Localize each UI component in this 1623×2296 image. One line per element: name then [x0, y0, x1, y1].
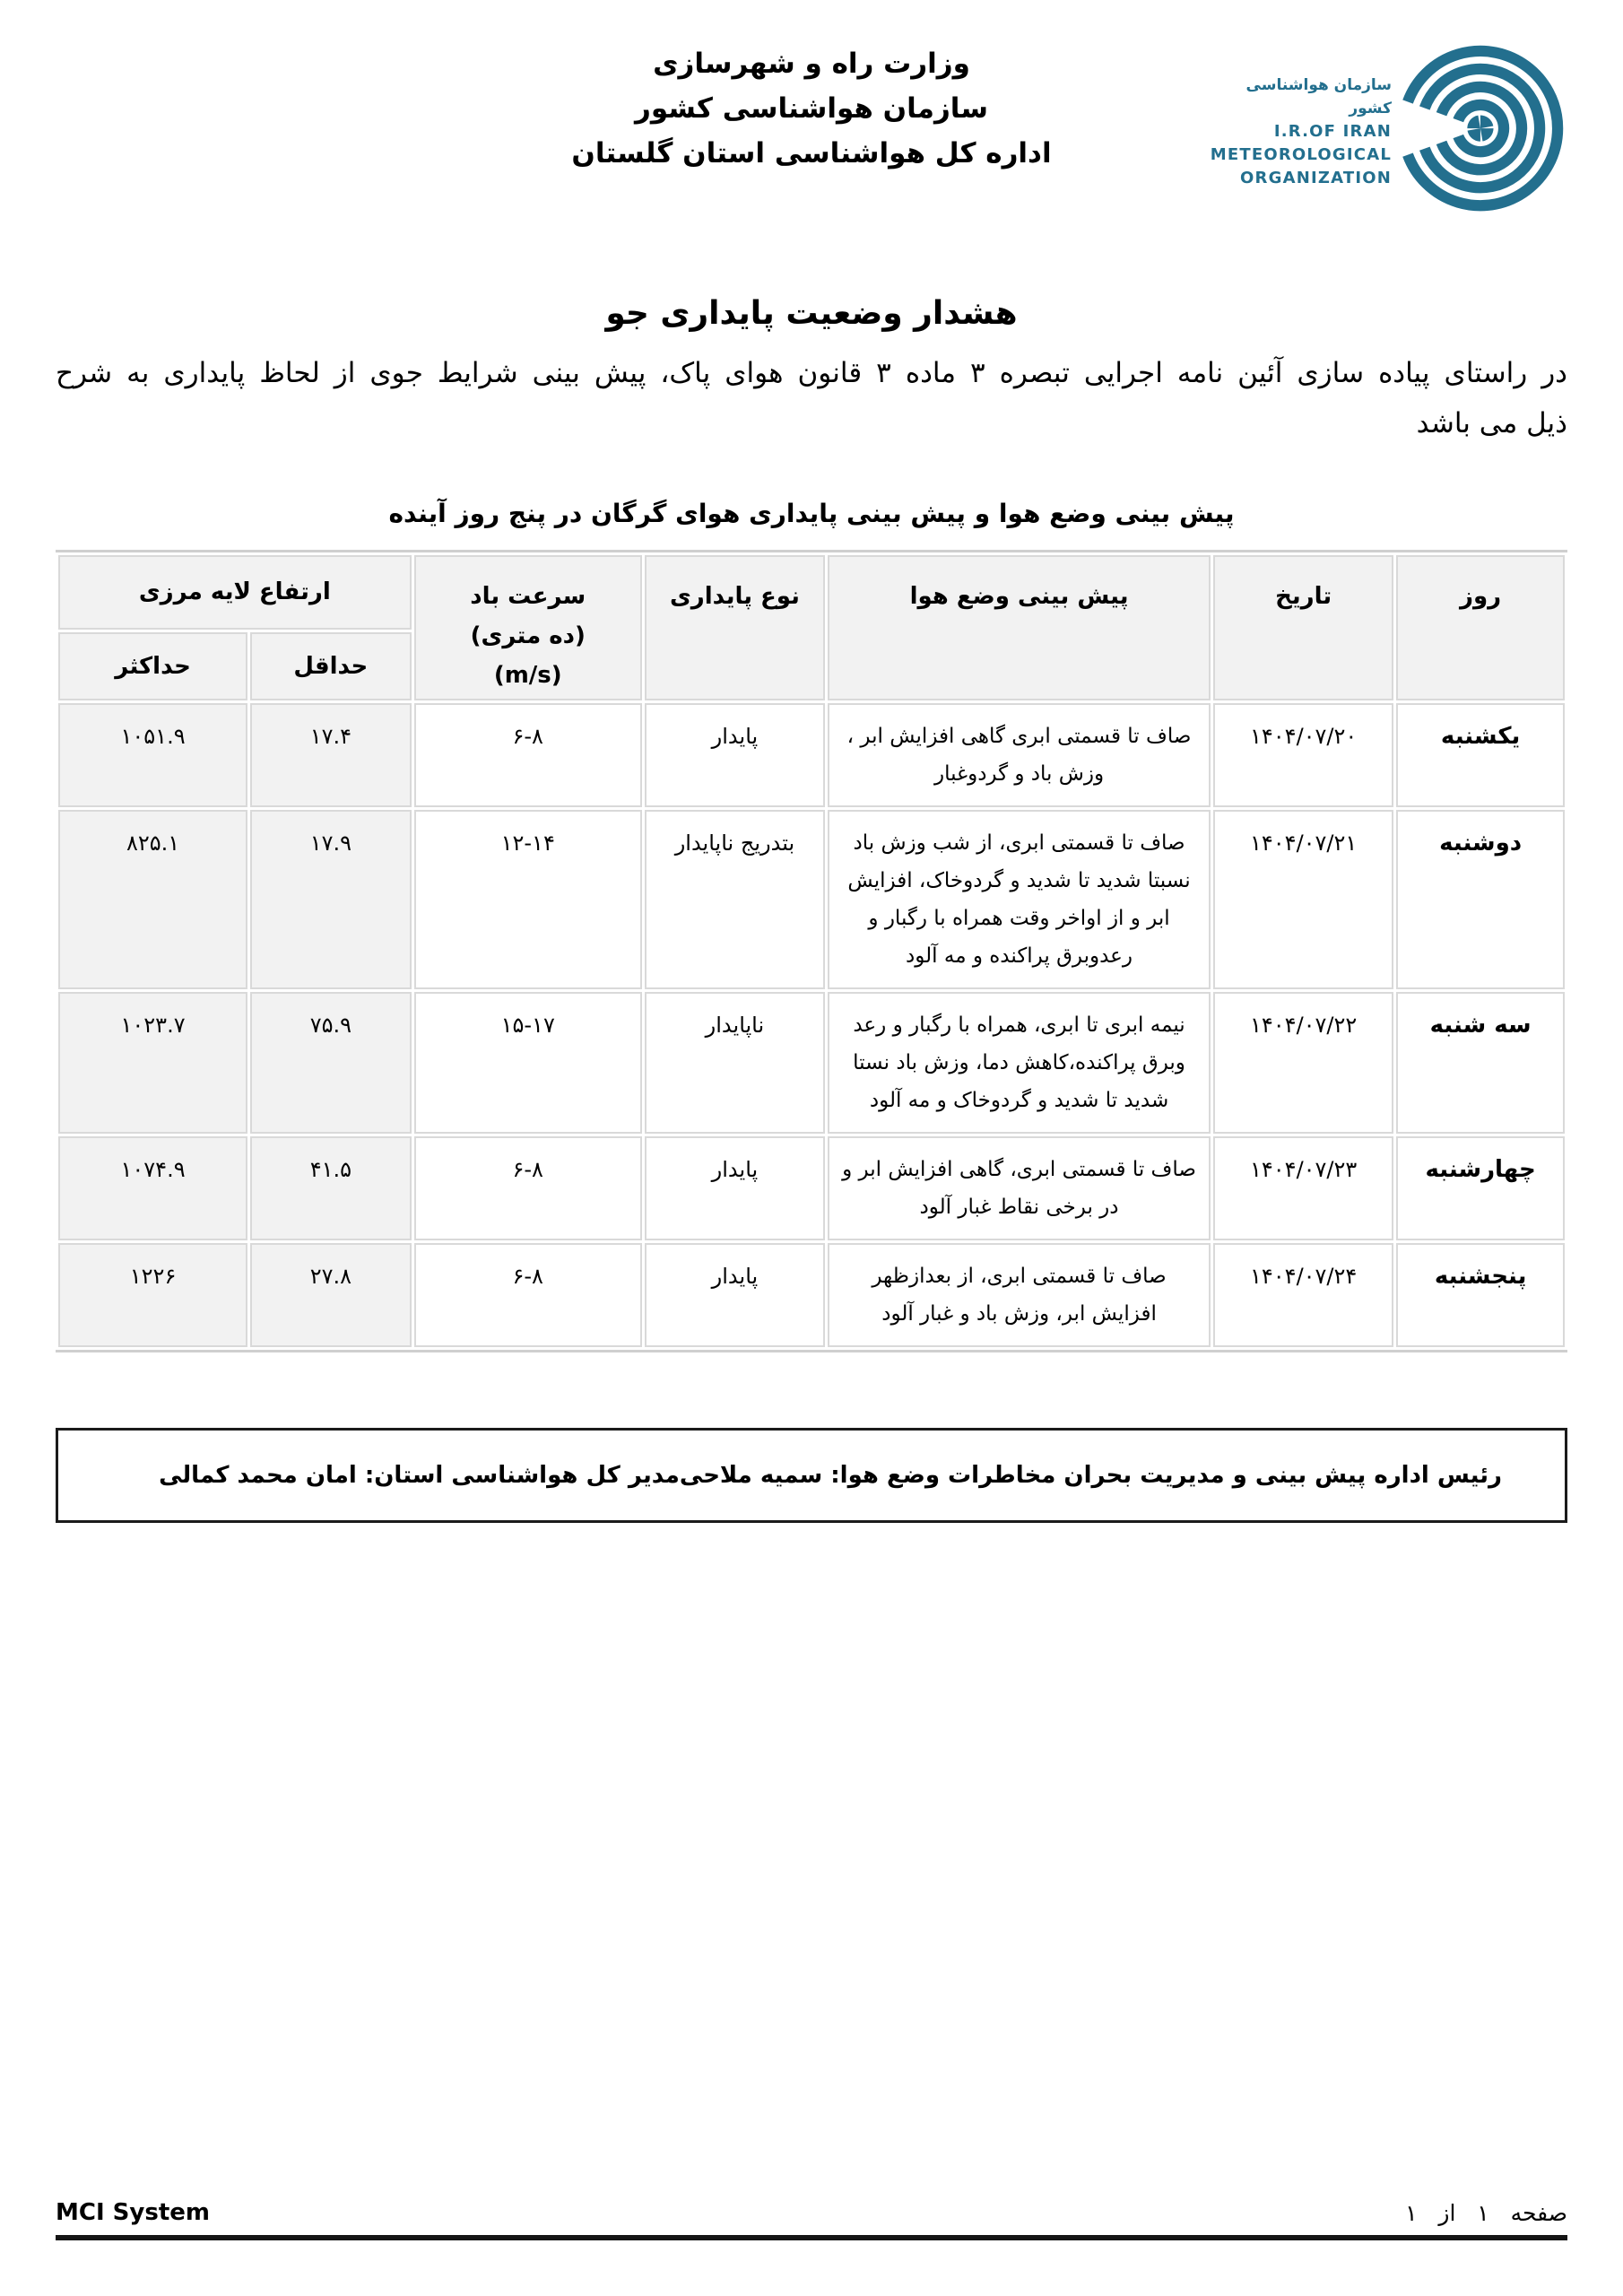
- cell-day: یکشنبه: [1396, 703, 1565, 807]
- cell-stability: پایدار: [645, 1243, 825, 1347]
- cell-wind: ۱۵-۱۷: [414, 992, 642, 1134]
- cell-min: ۲۷.۸: [250, 1243, 411, 1347]
- logo-text-block: [1199, 74, 1392, 190]
- table-row: [58, 1136, 1565, 1240]
- cell-day: چهارشنبه: [1396, 1136, 1565, 1240]
- cell-stability: بتدریج ناپایدار: [645, 810, 825, 989]
- cell-day: پنجشنبه: [1396, 1243, 1565, 1347]
- page-number: صفحه ۱ از ۱: [1405, 2200, 1567, 2226]
- system-name: MCI System: [56, 2199, 210, 2226]
- organization-logo: [1199, 36, 1573, 219]
- cell-date: ۱۴۰۴/۰۷/۲۲: [1213, 992, 1393, 1134]
- cell-day: سه شنبه: [1396, 992, 1565, 1134]
- intro-line-2: ذیل می باشد: [1416, 407, 1567, 439]
- meteorology-spiral-icon: [1393, 36, 1573, 219]
- logo-persian-name: سازمان هواشناسی کشور: [1245, 76, 1392, 117]
- cell-date: ۱۴۰۴/۰۷/۲۳: [1213, 1136, 1393, 1240]
- logo-latin-line-3: ORGANIZATION: [1240, 169, 1392, 187]
- cell-wind: ۶-۸: [414, 1136, 642, 1240]
- province-office-name: اداره کل هواشناسی استان گلستان: [571, 137, 1052, 170]
- logo-latin-line-2: METEOROLOGICAL: [1210, 145, 1392, 164]
- cell-forecast: صاف تا قسمتی ابری، از بعدازظهر افزایش ابر، وزش باد و غبار آلود: [828, 1243, 1211, 1347]
- page-footer: [56, 2199, 1567, 2240]
- logo-latin-line-1: I.R.OF IRAN: [1273, 122, 1392, 141]
- ministry-name: وزارت راه و شهرسازی: [653, 48, 970, 80]
- forecast-table: [56, 550, 1567, 1352]
- header-max: حداکثر: [58, 632, 247, 700]
- organization-name: سازمان هواشناسی کشور: [635, 92, 988, 125]
- intro-paragraph: [56, 348, 1567, 448]
- forecast-head-signature: رئیس اداره پیش بینی و مدیریت بحران مخاطرات وضع هوا: سمیه ملاحی: [679, 1462, 1502, 1489]
- cell-date: ۱۴۰۴/۰۷/۲۰: [1213, 703, 1393, 807]
- header-boundary-layer: ارتفاع لایه مرزی: [58, 555, 412, 630]
- table-row: [58, 703, 1565, 807]
- cell-day: دوشنبه: [1396, 810, 1565, 989]
- cell-forecast: صاف تا قسمتی ابری گاهی افزایش ابر ، وزش باد و گردوغبار: [828, 703, 1211, 807]
- document-title: هشدار وضعیت پایداری جو: [605, 295, 1018, 332]
- cell-min: ۴۱.۵: [250, 1136, 411, 1240]
- table-row: [58, 1243, 1565, 1347]
- table-row: [58, 992, 1565, 1134]
- cell-min: ۷۵.۹: [250, 992, 411, 1134]
- header-day: روز: [1396, 555, 1565, 700]
- intro-line-1: در راستای پیاده سازی آئین نامه اجرایی تبصره ۳ ماده ۳ قانون هوای پاک، پیش بینی شرایط جوی از لحاظ پایداری به شرح: [56, 357, 1567, 389]
- cell-forecast: صاف تا قسمتی ابری، گاهی افزایش ابر و در برخی نقاط غبار آلود: [828, 1136, 1211, 1240]
- header-wind-line1: سرعت باد: [470, 583, 586, 610]
- cell-wind: ۱۲-۱۴: [414, 810, 642, 989]
- table-row: [58, 810, 1565, 989]
- cell-max: ۸۲۵.۱: [58, 810, 247, 989]
- cell-stability: ناپایدار: [645, 992, 825, 1134]
- cell-max: ۱۰۲۳.۷: [58, 992, 247, 1134]
- header-wind-line2: (ده متری): [470, 622, 586, 649]
- header-stability: نوع پایداری: [645, 555, 825, 700]
- cell-wind: ۶-۸: [414, 703, 642, 807]
- header-wind-line3: (m/s): [493, 662, 562, 689]
- cell-forecast: نیمه ابری تا ابری، همراه با رگبار و رعد وبرق پراکنده،کاهش دما، وزش باد نستا شدید تا شدید و گردوخاک و مه آلود: [828, 992, 1211, 1134]
- cell-stability: پایدار: [645, 1136, 825, 1240]
- cell-min: ۱۷.۴: [250, 703, 411, 807]
- cell-max: ۱۲۲۶: [58, 1243, 247, 1347]
- cell-wind: ۶-۸: [414, 1243, 642, 1347]
- cell-max: ۱۰۷۴.۹: [58, 1136, 247, 1240]
- cell-max: ۱۰۵۱.۹: [58, 703, 247, 807]
- cell-stability: پایدار: [645, 703, 825, 807]
- cell-forecast: صاف تا قسمتی ابری، از شب وزش باد نسبتا شدید تا شدید و گردوخاک، افزایش ابر و از اواخر وقت همراه با رگبار و رعدوبرق پراکنده و مه آلود: [828, 810, 1211, 989]
- cell-date: ۱۴۰۴/۰۷/۲۴: [1213, 1243, 1393, 1347]
- header-min: حداقل: [250, 632, 411, 700]
- header-date: تاریخ: [1213, 555, 1393, 700]
- header-wind-speed: [414, 555, 642, 700]
- header-forecast: پیش بینی وضع هوا: [828, 555, 1211, 700]
- cell-date: ۱۴۰۴/۰۷/۲۱: [1213, 810, 1393, 989]
- signature-box: [56, 1428, 1567, 1523]
- forecast-table-title: پیش بینی وضع هوا و پیش بینی پایداری هوای گرگان در پنج روز آینده: [388, 499, 1235, 528]
- director-general-signature: مدیر کل هواشناسی استان: امان محمد کمالی: [159, 1462, 680, 1489]
- cell-min: ۱۷.۹: [250, 810, 411, 989]
